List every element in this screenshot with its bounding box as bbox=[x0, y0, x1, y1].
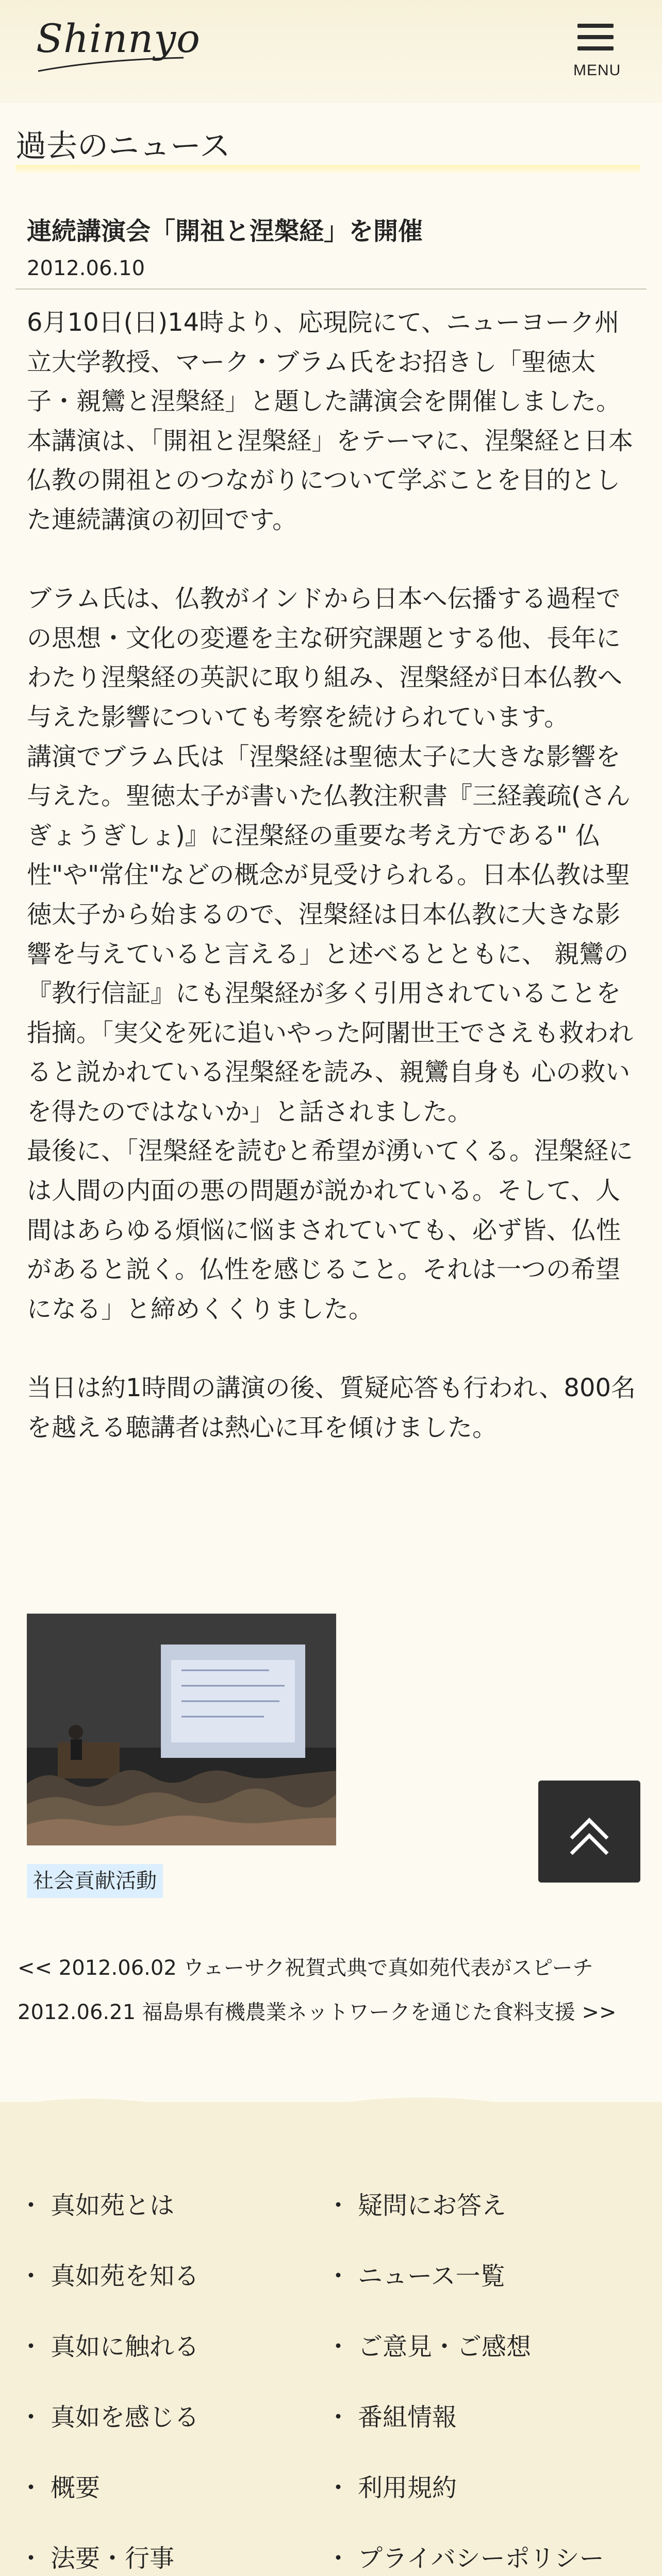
article-paragraph: 最後に、「涅槃経を読むと希望が湧いてくる。涅槃経には人間の内面の悪の問題が説かれている。そして、人間はあらゆる煩悩に悩まされていても、必ず皆、仏性があると説く。仏性を感じること。それは一つの希望になる」と締めくくりました。 bbox=[27, 1137, 634, 1324]
lecture-photo-image bbox=[27, 1614, 336, 1845]
article-body bbox=[27, 303, 640, 1447]
article-date: 2012.06.10 bbox=[27, 257, 145, 280]
footer-bullet: ・ bbox=[326, 2544, 351, 2573]
article-paragraph: ブラム氏は、仏教がインドから日本へ伝播する過程での思想・文化の変遷を主な研究課題とする他、長年にわたり涅槃経の英訳に取り組み、涅槃経が日本仏教へ与えた影響についても考察を続けられています。 bbox=[27, 584, 622, 732]
footer-link-label: 疑問にお答え bbox=[358, 2191, 507, 2220]
footer-bullet: ・ bbox=[19, 2262, 44, 2291]
footer-link[interactable] bbox=[19, 2397, 199, 2433]
logo-swash bbox=[36, 56, 186, 76]
footer-link[interactable] bbox=[19, 2256, 199, 2292]
hamburger-icon-bar bbox=[577, 35, 614, 39]
prev-article-link[interactable]: << 2012.06.02 ウェーサク祝賀式典で真如苑代表がスピーチ bbox=[18, 1956, 593, 1980]
footer-bullet: ・ bbox=[326, 2262, 351, 2291]
footer-link[interactable] bbox=[19, 2538, 174, 2574]
article-paragraph: 当日は約1時間の講演の後、質疑応答も行われ、800名を越える聴講者は熱心に耳を傾けました。 bbox=[27, 1374, 636, 1442]
footer-bullet: ・ bbox=[19, 2332, 44, 2361]
footer-link-label: 真如苑とは bbox=[51, 2191, 175, 2220]
paragraph-gap bbox=[27, 1329, 640, 1368]
footer-link-label: 利用規約 bbox=[358, 2473, 457, 2502]
site-logo[interactable]: Shinnyo bbox=[36, 15, 201, 61]
site-header bbox=[0, 0, 662, 103]
footer-link-label: 番組情報 bbox=[358, 2403, 457, 2432]
site-footer bbox=[0, 2102, 662, 2576]
footer-link-label: プライバシーポリシー bbox=[358, 2544, 604, 2573]
footer-link-label: 概要 bbox=[51, 2473, 101, 2502]
hamburger-icon-bar bbox=[577, 46, 614, 50]
footer-bullet: ・ bbox=[19, 2544, 44, 2573]
next-article-link[interactable]: 2012.06.21 福島県有機農業ネットワークを通じた食料支援 >> bbox=[18, 2001, 617, 2024]
menu-label: MENU bbox=[573, 62, 621, 79]
footer-link-label: 真如に触れる bbox=[51, 2332, 200, 2361]
article-paragraph: 講演でブラム氏は「涅槃経は聖徳太子に大きな影響を与えた。聖徳太子が書いた仏教注釈書『三経義疏(さんぎょうぎしょ)』に涅槃経の重要な考え方である" 仏性"や"常住"などの概念が見受けられる。日本仏教は聖徳太子から始まるので、涅槃経は日本仏教に大きな影響を与えていると言える」と述べるとともに、 親鸞の『教行信証』にも涅槃経が多く引用されていることを指摘。「実父を死に追いやった阿闍世王でさえも救われると説かれている涅槃経を読み、親鸞自身も 心の救いを得たのではないか」と話されました。 bbox=[27, 742, 634, 1126]
footer-bullet: ・ bbox=[326, 2473, 351, 2502]
category-tag[interactable]: 社会貢献活動 bbox=[27, 1864, 163, 1898]
footer-link[interactable] bbox=[326, 2327, 531, 2362]
paragraph-gap bbox=[27, 540, 640, 580]
footer-wave bbox=[0, 2087, 662, 2128]
footer-link-label: ニュース一覧 bbox=[358, 2262, 505, 2291]
footer-link[interactable] bbox=[19, 2327, 199, 2362]
footer-bullet: ・ bbox=[326, 2191, 351, 2220]
menu-button[interactable] bbox=[573, 24, 621, 86]
footer-bullet: ・ bbox=[326, 2332, 351, 2361]
chevron-up-icon bbox=[538, 1781, 640, 1883]
heading-underline bbox=[15, 165, 640, 174]
footer-link-label: 法要・行事 bbox=[51, 2544, 175, 2573]
divider bbox=[15, 289, 647, 290]
lecture-photo bbox=[27, 1614, 336, 1845]
footer-bullet: ・ bbox=[326, 2403, 351, 2432]
article-paragraph: 本講演は、「開祖と涅槃経」をテーマに、涅槃経と日本仏教の開祖とのつながりについて学ぶことを目的とした連続講演の初回です。 bbox=[27, 426, 634, 534]
page-top-button[interactable] bbox=[538, 1781, 640, 1883]
page-heading: 過去のニュース bbox=[15, 128, 230, 164]
footer-link-label: 真如を感じる bbox=[51, 2403, 200, 2432]
footer-link[interactable] bbox=[326, 2256, 505, 2292]
article-paragraph: 6月10日(日)14時より、応現院にて、ニューヨーク州立大学教授、マーク・ブラム氏をお招きし「聖徳太子・親鸞と涅槃経」と題した講演会を開催しました。 bbox=[27, 308, 621, 416]
footer-link[interactable] bbox=[326, 2538, 604, 2574]
footer-bullet: ・ bbox=[19, 2473, 44, 2502]
footer-link[interactable] bbox=[19, 2468, 100, 2503]
footer-link[interactable] bbox=[326, 2468, 457, 2503]
footer-link-label: ご意見・ご感想 bbox=[358, 2332, 532, 2361]
footer-link[interactable] bbox=[326, 2185, 506, 2221]
footer-bullet: ・ bbox=[19, 2191, 44, 2220]
footer-bullet: ・ bbox=[19, 2403, 44, 2432]
hamburger-icon bbox=[577, 24, 614, 28]
article-title: 連続講演会「開祖と涅槃経」を開催 bbox=[27, 217, 423, 246]
footer-link-label: 真如苑を知る bbox=[51, 2262, 200, 2291]
footer-link[interactable] bbox=[326, 2397, 457, 2433]
footer-link[interactable] bbox=[19, 2185, 174, 2221]
